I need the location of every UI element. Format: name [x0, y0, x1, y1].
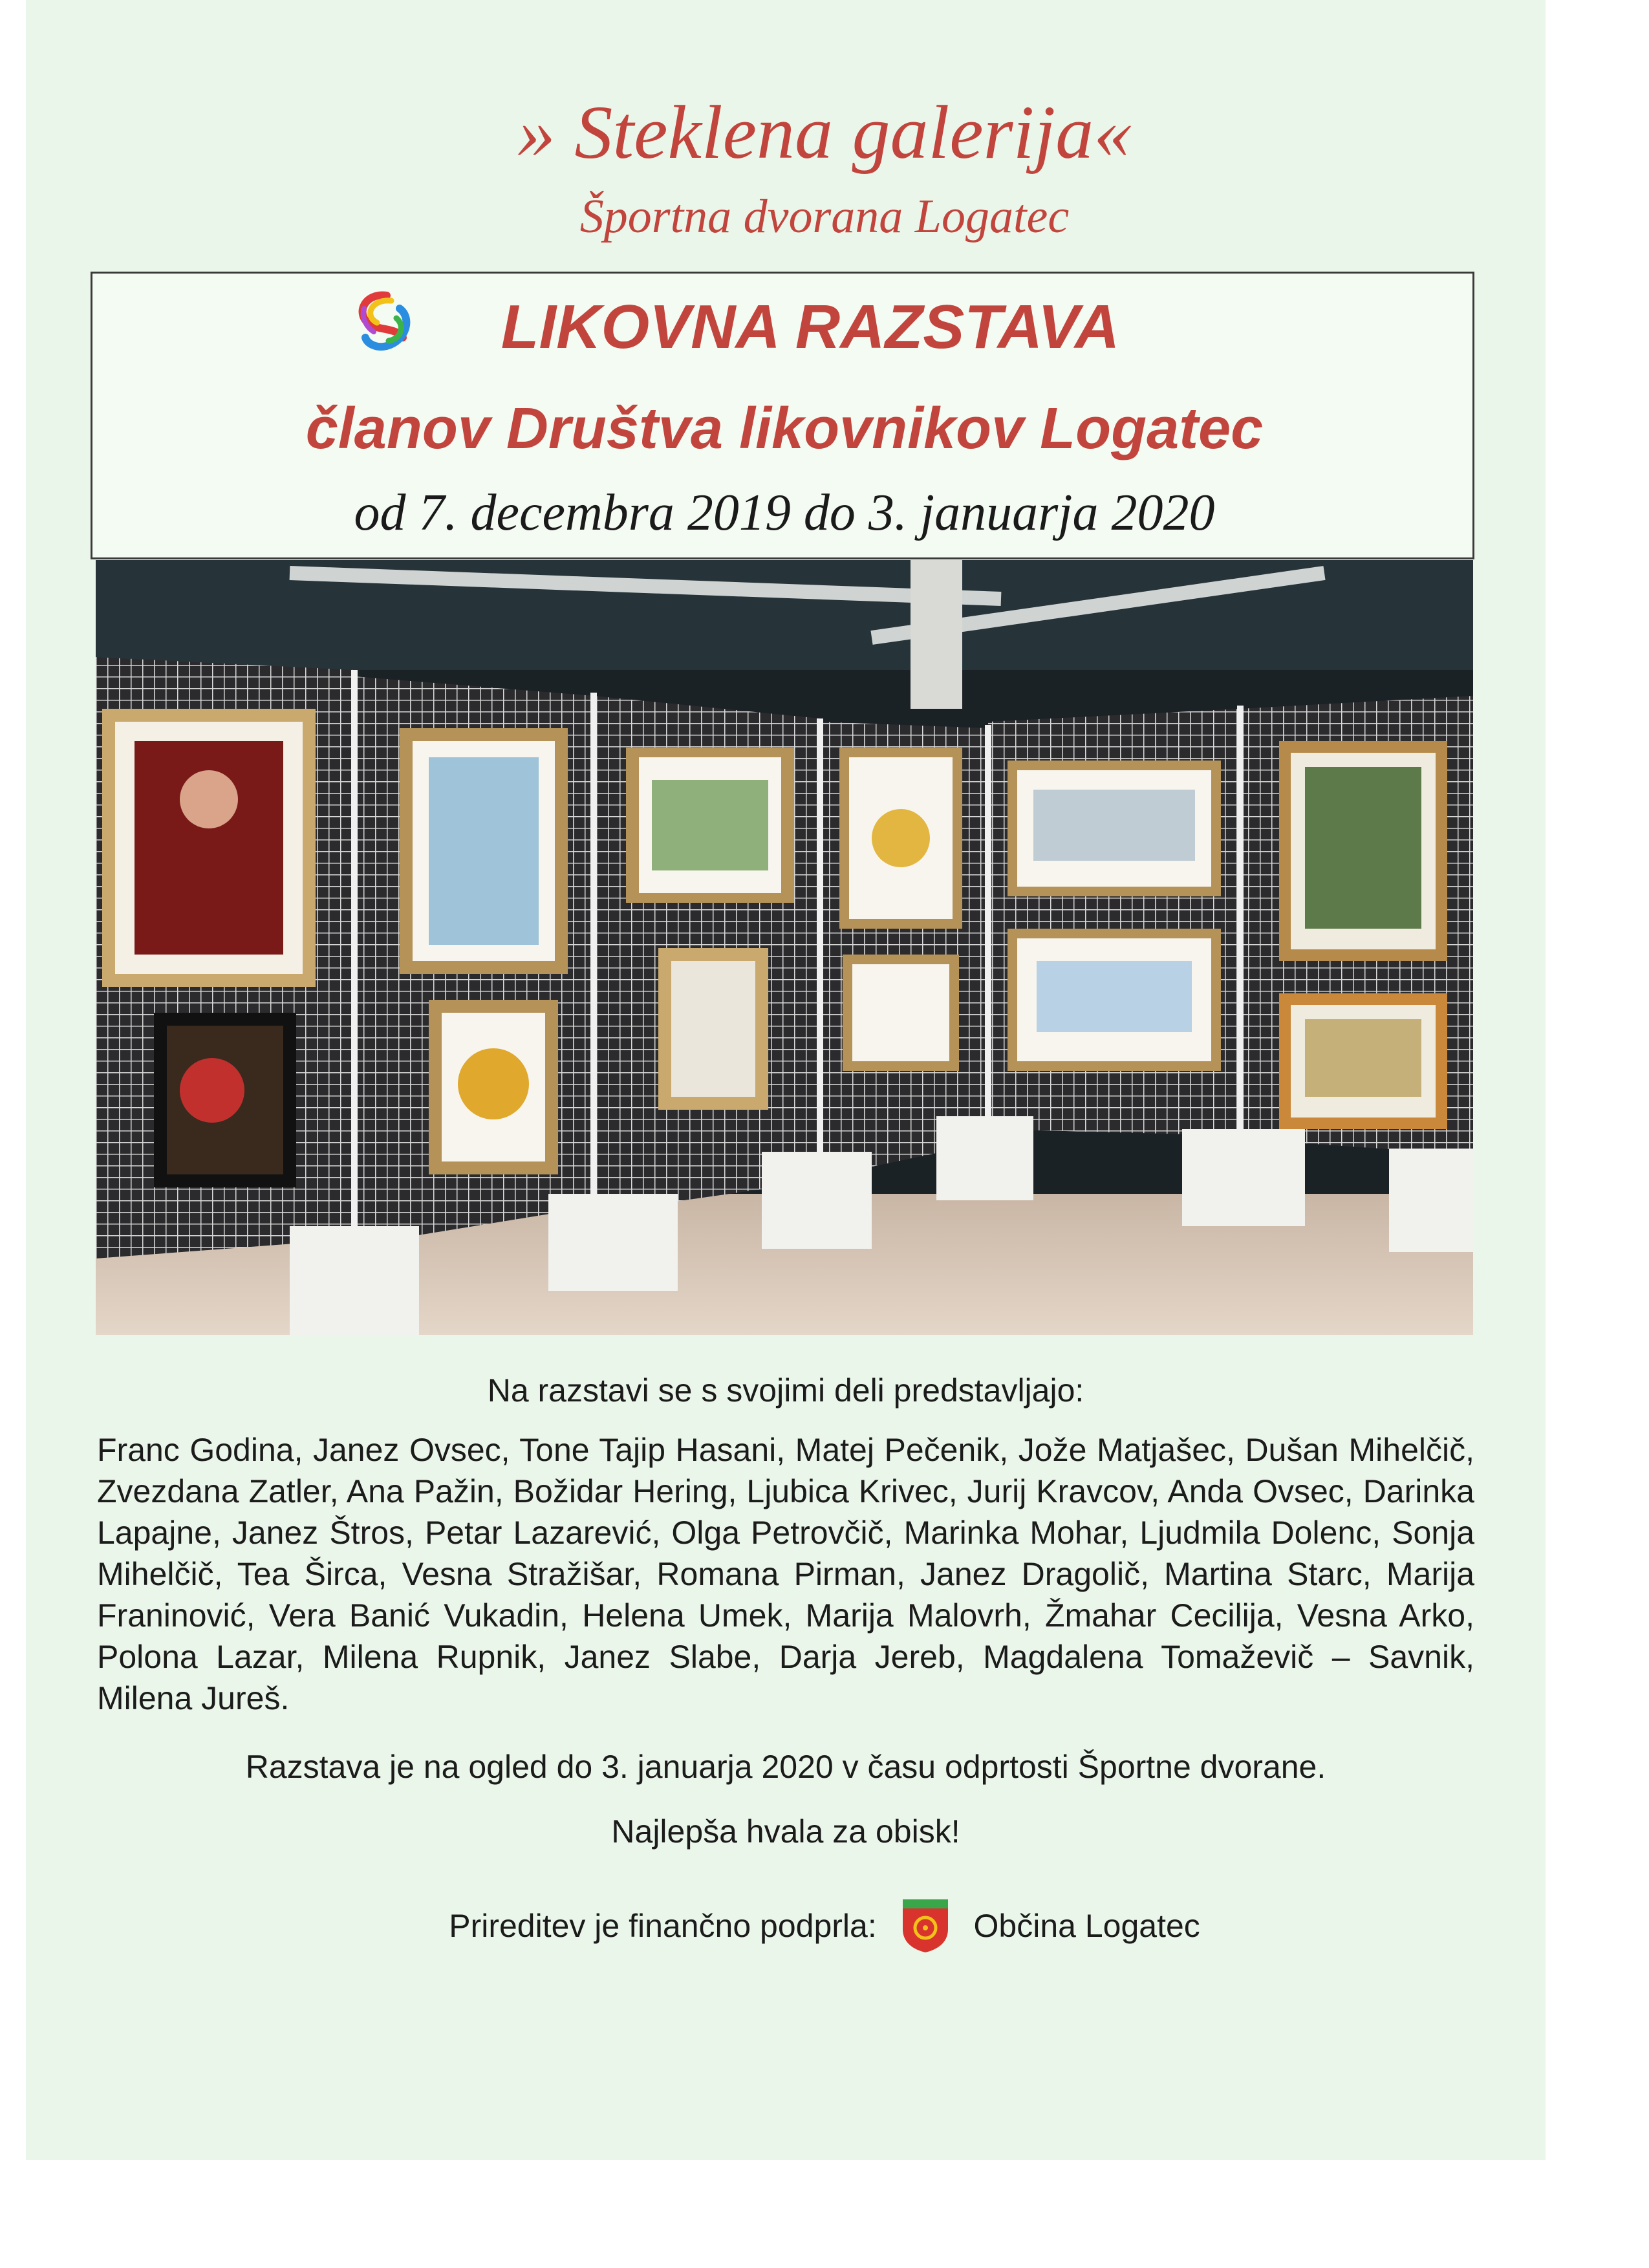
society-heading: članov Društva likovnikov Logatec — [305, 396, 1264, 461]
viewing-note: Razstava je na ogled do 3. januarja 2020 v času odprtosti Športne dvorane. — [245, 1749, 1326, 1785]
municipal-crest-icon — [900, 1898, 951, 1954]
sponsor-name: Občina Logatec — [973, 1908, 1200, 1944]
gallery-title: » Steklena galerija« — [517, 90, 1132, 175]
sponsor-line — [0, 1898, 1649, 1954]
exhibition-heading: LIKOVNA RAZSTAVA — [501, 292, 1120, 362]
exhibition-dates: od 7. decembra 2019 do 3. januarja 2020 — [354, 484, 1215, 541]
artists-list: Franc Godina, Janez Ovsec, Tone Tajip Hasani, Matej Pečenik, Jože Matjašec, Dušan Mihelčič, Zvezdana Zatler, Ana Pažin, Božidar Hering, Ljubica Krivec, Jurij Kravcov, Anda Ovsec, Darinka Lapajne, Janez Štros, Petar Lazarević, Olga Petrovčič, Marinka Mohar, Ljudmila Dolenc, Sonja Mihelčič, Tea Širca, Vesna Stražišar, Romana Pirman, Janez Dragolič, Martina Starc, Marija Franinović, Vera Banić Vukadin, Helena Umek, Marija Malovrh, Žmahar Cecilija, Vesna Arko, Polona Lazar, Milena Rupnik, Janez Slabe, Darja Jereb, Magdalena Tomaževič – Savnik, Milena Jureš. — [97, 1432, 1474, 1716]
exhibition-banner — [91, 272, 1474, 559]
sponsor-label: Prireditev je finančno podprla: — [449, 1908, 877, 1944]
intro-text: Na razstavi se s svojimi deli predstavljajo: — [487, 1372, 1084, 1409]
thanks-text: Najlepša hvala za obisk! — [611, 1813, 960, 1850]
venue-subtitle: Športna dvorana Logatec — [579, 190, 1070, 243]
exhibition-photo — [96, 560, 1473, 1335]
